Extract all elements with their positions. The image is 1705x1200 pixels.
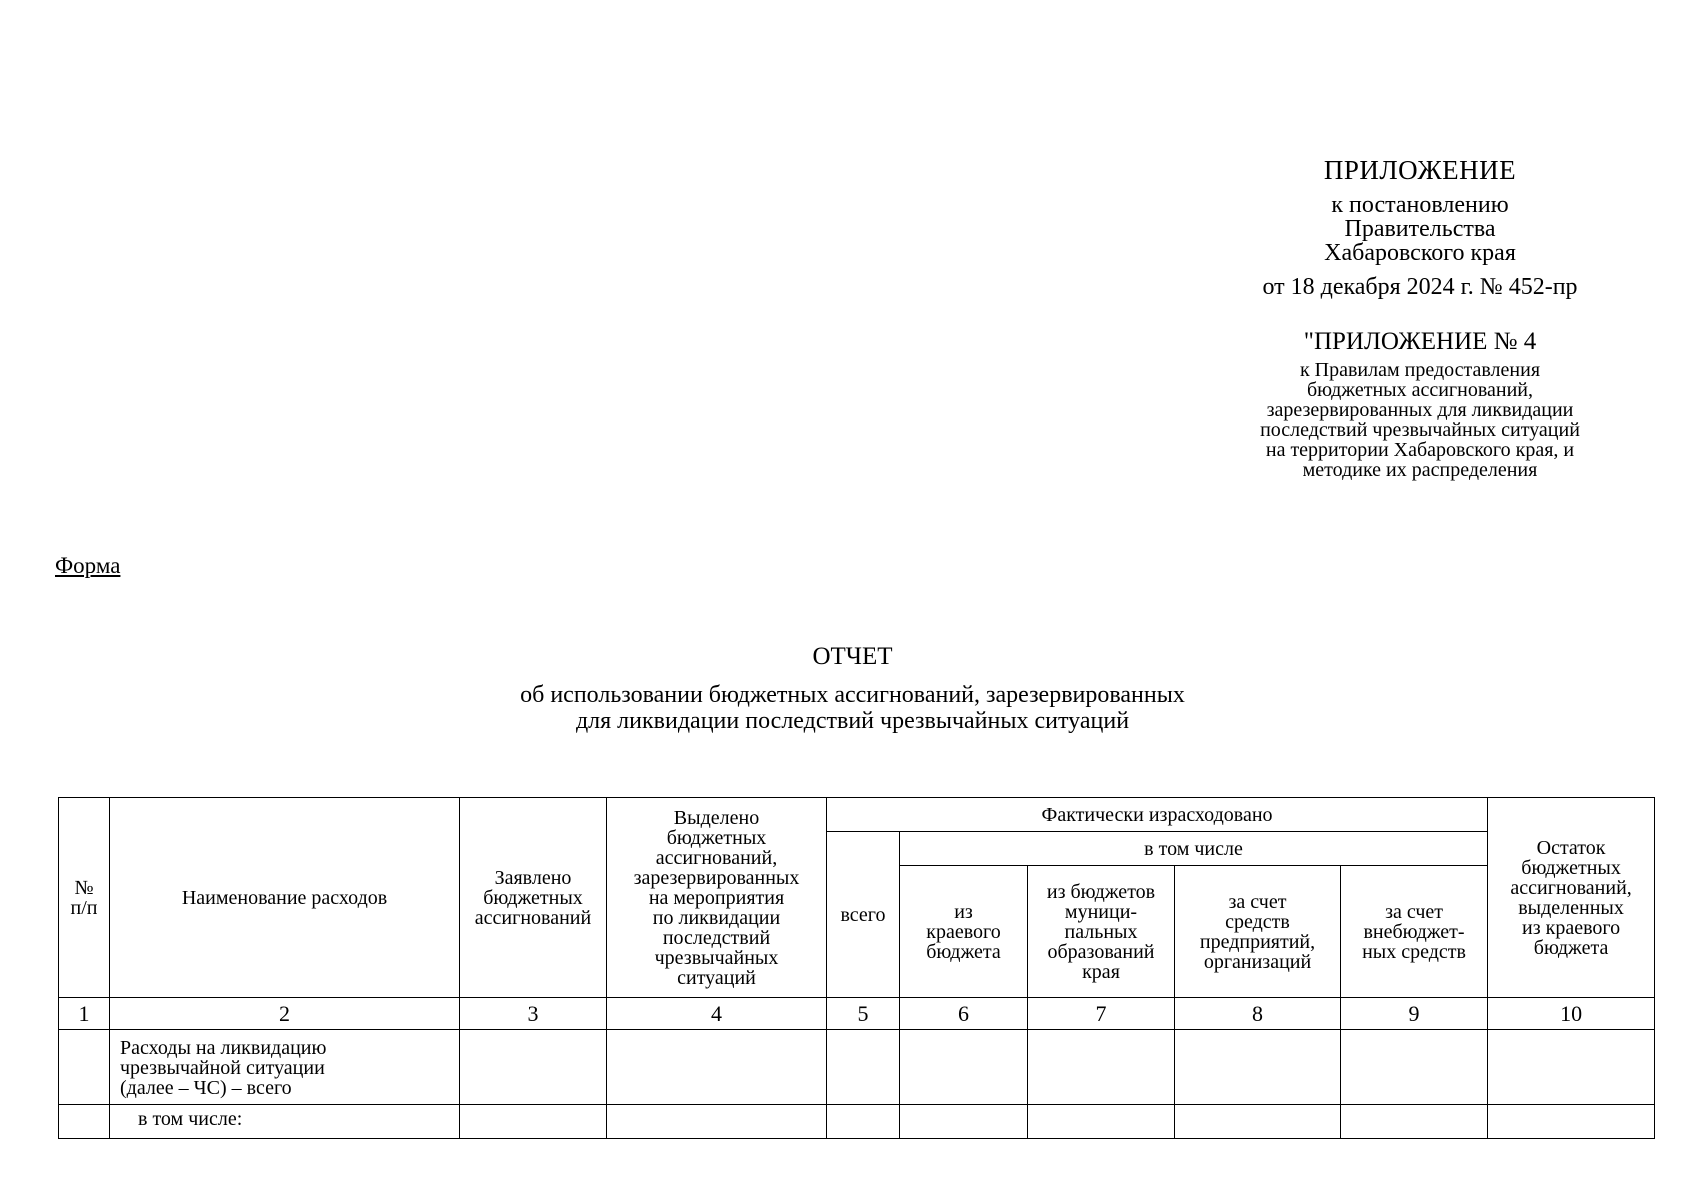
column-number: 3: [460, 998, 607, 1030]
header-remainder: Остаток бюджетных ассигнований, выделенных из краевого бюджета: [1488, 798, 1655, 998]
column-number: 9: [1341, 998, 1488, 1030]
annex4-title: "ПРИЛОЖЕНИЕ № 4: [1303, 328, 1537, 355]
empty-cell: [1028, 1105, 1175, 1139]
annex4-text: к Правилам предоставления бюджетных ассигнований, зарезервированных для ликвидации последствий чрезвычайных ситуаций на территории Хабаровского края, и методике их распределения: [1260, 359, 1580, 481]
header-regional: из краевого бюджета: [900, 866, 1028, 998]
header-row-1: [59, 798, 1655, 832]
empty-cell: [1175, 1030, 1341, 1105]
report-title: ОТЧЕТ: [812, 643, 893, 670]
empty-cell: [827, 1105, 900, 1139]
appendix-title: ПРИЛОЖЕНИЕ: [1323, 155, 1517, 185]
column-number: 1: [59, 998, 110, 1030]
column-number-row: [59, 998, 1655, 1030]
report-table: [58, 797, 1655, 1139]
report-subtitle: об использовании бюджетных ассигнований, зарезервированных для ликвидации последствий чрезвычайных ситуаций: [520, 682, 1185, 734]
empty-cell: [460, 1030, 607, 1105]
empty-cell: [900, 1105, 1028, 1139]
empty-cell: [1028, 1030, 1175, 1105]
empty-cell: [607, 1030, 827, 1105]
column-number: 2: [110, 998, 460, 1030]
appendix-block: [1185, 155, 1655, 301]
column-number: 8: [1175, 998, 1341, 1030]
column-number: 10: [1488, 998, 1655, 1030]
header-including: в том числе: [900, 832, 1488, 866]
empty-cell: [1488, 1030, 1655, 1105]
empty-cell: [900, 1030, 1028, 1105]
header-enterprises: за счет средств предприятий, организаций: [1175, 866, 1341, 998]
row-name-cell: в том числе:: [110, 1105, 460, 1139]
header-name: Наименование расходов: [110, 798, 460, 998]
row-num-cell: [59, 1030, 110, 1105]
empty-cell: [1175, 1105, 1341, 1139]
column-number: 7: [1028, 998, 1175, 1030]
empty-cell: [1341, 1105, 1488, 1139]
header-municipal: из бюджетов муници- пальных образований края: [1028, 866, 1175, 998]
header-total: всего: [827, 832, 900, 998]
empty-cell: [460, 1105, 607, 1139]
form-label: Форма: [55, 553, 121, 578]
empty-cell: [827, 1030, 900, 1105]
table-row: [59, 1030, 1655, 1105]
header-declared: Заявлено бюджетных ассигнований: [460, 798, 607, 998]
header-allocated: Выделено бюджетных ассигнований, зарезервированных на мероприятия по ликвидации последствий чрезвычайных ситуаций: [607, 798, 827, 998]
annex4-block: [1190, 328, 1650, 480]
empty-cell: [1341, 1030, 1488, 1105]
row-num-cell: [59, 1105, 110, 1139]
empty-cell: [607, 1105, 827, 1139]
header-extrabudget: за счет внебюджет- ных средств: [1341, 866, 1488, 998]
column-number: 6: [900, 998, 1028, 1030]
column-number: 4: [607, 998, 827, 1030]
header-num: № п/п: [59, 798, 110, 998]
row-name-cell: Расходы на ликвидацию чрезвычайной ситуации (далее – ЧС) – всего: [110, 1030, 460, 1105]
table-row: [59, 1105, 1655, 1139]
appendix-resolution-ref: к постановлению Правительства Хабаровского края: [1324, 192, 1516, 266]
appendix-date-number: от 18 декабря 2024 г. № 452-пр: [1262, 274, 1578, 300]
column-number: 5: [827, 998, 900, 1030]
empty-cell: [1488, 1105, 1655, 1139]
header-actual-spent: Фактически израсходовано: [827, 798, 1488, 832]
